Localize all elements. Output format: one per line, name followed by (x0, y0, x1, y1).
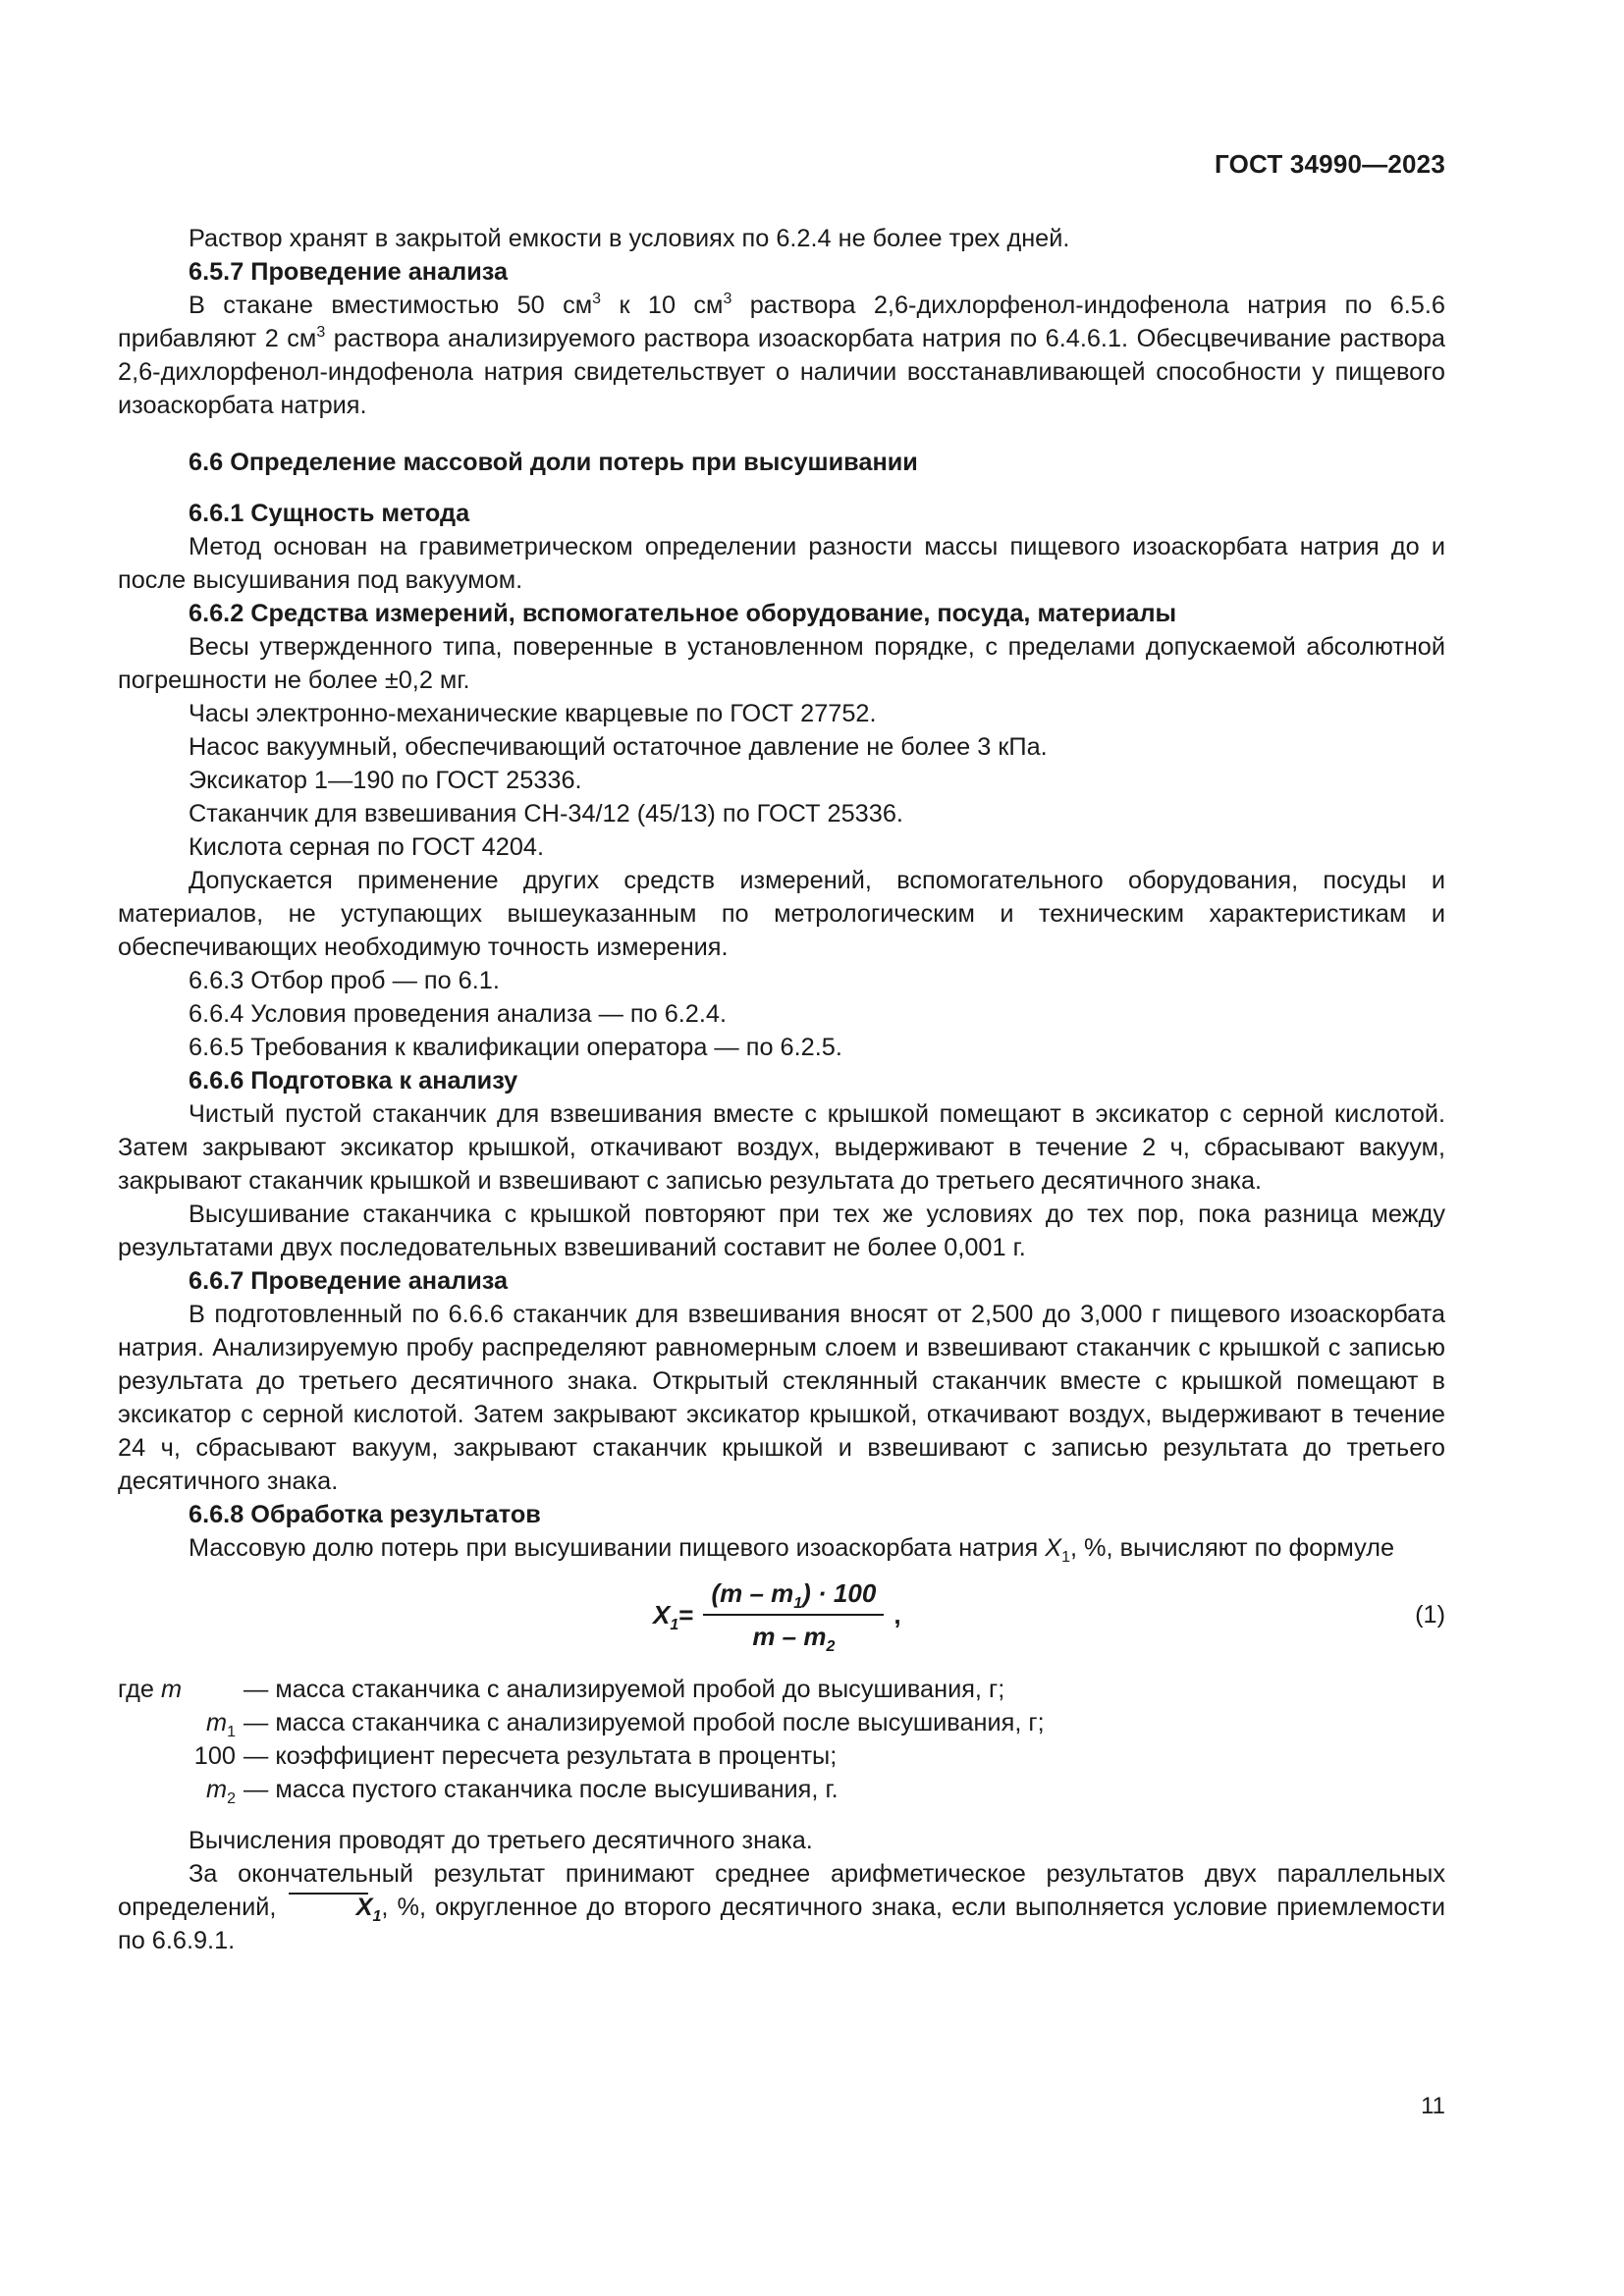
paragraph: Массовую долю потерь при высушивании пищевого изоаскорбата натрия $X_1$, %, вычисляют по формуле (189, 1534, 1395, 1566)
paragraph: Высушивание стаканчика с крышкой повторяют при тех же условиях до тех пор, пока разница между результатами двух последовательных взвешиваний составит не более 0,001 г. (118, 1201, 1445, 1261)
paragraph: Метод основан на гравиметрическом определении разности массы пищевого изоаскорбата натрия до и после высушивания под вакуумом. (118, 533, 1445, 594)
variable-symbol: $m_2$ (206, 1776, 236, 1807)
paragraph: Стаканчик для взвешивания СН-34/12 (45/13) по ГОСТ 25336. (189, 800, 903, 828)
formula-block (118, 1571, 1445, 1669)
paragraph: Вычисления проводят до третьего десятичного знака. (189, 1827, 813, 1854)
variable-description: — коэффициент пересчета результата в проценты; (244, 1742, 838, 1770)
formula-numerator: $(m - m_1) \cdot 100$ (711, 1578, 877, 1612)
formula-denominator: m – $m_2$ (752, 1622, 836, 1655)
paragraph: Чистый пустой стаканчик для взвешивания вместе с крышкой помещают в эксикатор с серной кислотой. Затем закрывают эксикатор крышкой, откачивают воздух, выдерживают в течение 2 ч, сбрасывают вакуум, закрывают стаканчик крышкой и взвешивают с записью результата до третьего десятичного знака. (118, 1100, 1445, 1195)
paragraph: 6.6.5 Требования к квалификации оператора — по 6.2.5. (189, 1034, 842, 1061)
paragraph: Кислота серная по ГОСТ 4204. (189, 833, 544, 861)
paragraph: Эксикатор 1—190 по ГОСТ 25336. (189, 767, 582, 794)
paragraph: Весы утвержденного типа, поверенные в установленном порядке, с пределами допускаемой абсолютной погрешности не более ±0,2 мг. (118, 633, 1445, 694)
variable-symbol: где m (118, 1676, 183, 1703)
paragraph: 6.6.4 Условия проведения анализа — по 6.2.4. (189, 1000, 727, 1028)
subsection-heading: 6.6.6 Подготовка к анализу (189, 1067, 518, 1095)
formula-fraction (703, 1576, 884, 1653)
paragraph: 6.6.3 Отбор проб — по 6.1. (189, 967, 500, 994)
variable-description: — масса стаканчика с анализируемой пробой после высушивания, г; (244, 1709, 1045, 1736)
variable-description: — масса пустого стаканчика после высушивания, г. (244, 1776, 839, 1803)
variable-definitions (118, 1673, 1445, 1806)
paragraph: За окончательный результат принимают среднее арифметическое результатов двух параллельных определений, $X_1$, %, округленное до второго десятичного знака, если выполняется условие приемлемости по 6.6.9.1. (118, 1860, 1445, 1954)
equation-number: (1) (1415, 1601, 1445, 1629)
subsection-heading: 6.6.1 Сущность метода (189, 500, 470, 527)
paragraph: Допускается применение других средств измерений, вспомогательного оборудования, посуды и материалов, не уступающих вышеуказанным по метрологическим и техническим характеристикам и обеспечивающих необходимую точность измерения. (118, 867, 1445, 961)
formula-lhs: $X_1$ (653, 1600, 679, 1633)
subsection-heading: 6.6.8 Обработка результатов (189, 1501, 541, 1528)
variable-symbol: 100 (193, 1742, 236, 1770)
paragraph: В стакане вместимостью 50 $см^3$ к 10 $см^3$ раствора 2,6-дихлорфенол-индофенола натрия по 6.5.6 прибавляют 2 $см^3$ раствора анализируемого раствора изоаскорбата натрия по 6.4.6.1. Обесцвечивание раствора 2,6-дихлорфенол-индофенола натрия свидетельствует о наличии восстанавливающей способности у пищевого изоаскорбата натрия. (118, 291, 1445, 419)
document-id-header: ГОСТ 34990—2023 (1215, 149, 1445, 179)
paragraph: Насос вакуумный, обеспечивающий остаточное давление не более 3 кПа. (189, 733, 1048, 761)
document-page (118, 0, 1445, 2296)
subsection-heading: 6.6.2 Средства измерений, вспомогательное оборудование, посуда, материалы (189, 600, 1177, 627)
mean-symbol: X (286, 1891, 373, 1924)
subsection-heading: 6.6.7 Проведение анализа (189, 1267, 509, 1295)
section-heading: 6.6 Определение массовой доли потерь при высушивании (189, 449, 918, 476)
page-number: 11 (1421, 2093, 1445, 2119)
paragraph: В подготовленный по 6.6.6 стаканчик для взвешивания вносят от 2,500 до 3,000 г пищевого изоаскорбата натрия. Анализируемую пробу распределяют равномерным слоем и взвешивают стаканчик с крышкой с записью результата до третьего десятичного знака. Открытый стеклянный стаканчик вместе с крышкой помещают в эксикатор с серной кислотой. Затем закрывают эксикатор крышкой, откачивают воздух, выдерживают в течение 24 ч, сбрасывают вакуум, закрывают стаканчик крышкой и взвешивают с записью результата до третьего десятичного знака. (118, 1301, 1445, 1495)
section-heading: 6.5.7 Проведение анализа (189, 258, 509, 286)
variable-symbol: $m_1$ (206, 1709, 236, 1740)
formula: $X_1$ = $\frac{(m - m_1) \cdot 100}{m - m_2}$ , (653, 1578, 901, 1655)
paragraph: Раствор хранят в закрытой емкости в условиях по 6.2.4 не более трех дней. (189, 225, 1070, 252)
variable-description: — масса стаканчика с анализируемой пробой до высушивания, г; (244, 1676, 1005, 1703)
paragraph: Часы электронно-механические кварцевые по ГОСТ 27752. (189, 700, 877, 727)
document-body (118, 222, 1445, 1957)
